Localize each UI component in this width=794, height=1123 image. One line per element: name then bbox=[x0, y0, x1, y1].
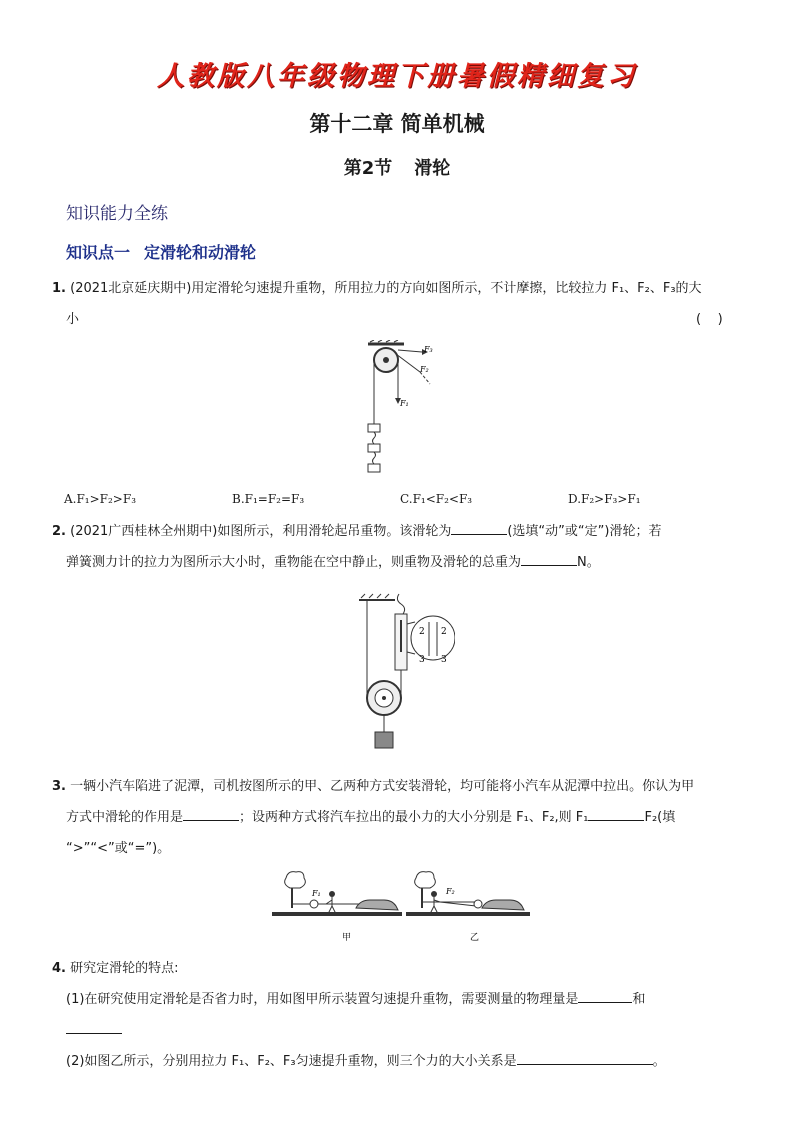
figure-fixed-pulley-forces bbox=[360, 340, 450, 480]
option-a[interactable]: A.F₁>F₂>F₃ bbox=[64, 492, 136, 506]
movable-pulley-axle bbox=[382, 696, 386, 700]
question-4-part-2-text: (2)如图乙所示，分别用拉力 F₁、F₂、F₃匀速提升重物，则三个力的大小关系是 bbox=[66, 1054, 517, 1069]
tree-icon bbox=[415, 872, 436, 888]
blank-force-compare[interactable] bbox=[588, 806, 644, 821]
label-f1: F₁ bbox=[400, 399, 409, 408]
question-3-line-2 bbox=[52, 802, 762, 833]
question-4-number: 4. bbox=[52, 961, 66, 976]
knowledge-point-label: 知识点一 bbox=[66, 243, 131, 262]
label-jia: 甲 bbox=[342, 933, 352, 943]
section-name: 滑轮 bbox=[414, 158, 451, 179]
zoom-line bbox=[407, 622, 415, 624]
question-2-text-b: (选填“动”或“定”)滑轮；若 bbox=[507, 524, 662, 539]
weight-block-2 bbox=[368, 444, 380, 452]
zoom-line bbox=[407, 652, 415, 654]
label-f2: F₂ bbox=[420, 365, 429, 374]
banner-title: 人教版八年级物理下册暑假精细复习 bbox=[157, 61, 637, 92]
question-1-line-2 bbox=[52, 304, 752, 335]
question-2-unit: N。 bbox=[577, 555, 600, 570]
blank-total-weight[interactable] bbox=[521, 551, 577, 566]
question-1-number: 1. bbox=[52, 281, 66, 296]
blank-quantity-2[interactable] bbox=[66, 1019, 122, 1034]
answer-paren: ( ) bbox=[696, 312, 723, 327]
hatch bbox=[378, 340, 382, 342]
blank-pulley-role[interactable] bbox=[183, 806, 239, 821]
rope-f2 bbox=[396, 354, 420, 372]
question-4-part-2 bbox=[52, 1046, 762, 1077]
question-3-text-3: “>”“<”或“=”)。 bbox=[66, 841, 171, 856]
magnified-scale-circle bbox=[411, 616, 455, 660]
weight-block-3 bbox=[368, 464, 380, 472]
question-3-text-2b: ；设两种方式将汽车拉出的最小力的大小分别是 F₁、F₂,则 F₁ bbox=[239, 810, 589, 825]
car-icon bbox=[356, 900, 398, 910]
hatch bbox=[394, 340, 398, 342]
label-f1: F₁ bbox=[312, 889, 321, 898]
person-head-icon bbox=[431, 891, 437, 897]
question-4-part-1 bbox=[52, 984, 762, 1015]
question-3-text-2a: 方式中滑轮的作用是 bbox=[66, 810, 184, 825]
scenario-yi bbox=[406, 872, 530, 943]
hatch bbox=[386, 340, 390, 342]
option-c[interactable]: C.F₁<F₂<F₃ bbox=[400, 492, 473, 506]
question-4-title: 研究定滑轮的特点: bbox=[70, 961, 179, 976]
blank-quantity-1[interactable] bbox=[578, 988, 632, 1003]
question-2-text: (2021广西桂林全州期中)如图所示，利用滑轮起吊重物。该滑轮为 bbox=[70, 524, 452, 539]
hatch bbox=[361, 594, 365, 598]
ground bbox=[406, 912, 530, 916]
hook-1 bbox=[373, 432, 376, 444]
rope-2 bbox=[440, 902, 476, 906]
tick-label: 2 bbox=[419, 627, 425, 637]
tick-label: 3 bbox=[419, 655, 425, 665]
pulley-icon bbox=[474, 900, 482, 908]
question-4-part-1-continued bbox=[52, 1015, 762, 1046]
question-3-line-1 bbox=[52, 771, 762, 802]
question-1-text-2: 小 bbox=[66, 312, 80, 327]
figure-movable-pulley-spring-scale bbox=[355, 590, 455, 750]
question-3-line-3 bbox=[52, 833, 762, 864]
question-2-line-2 bbox=[52, 547, 762, 578]
question-2-line-1 bbox=[52, 516, 762, 547]
option-d[interactable]: D.F₂>F₃>F₁ bbox=[568, 492, 641, 506]
question-4-part-1-and: 和 bbox=[632, 992, 646, 1007]
rope-f3 bbox=[398, 350, 422, 352]
scenario-jia bbox=[272, 872, 402, 943]
question-3 bbox=[52, 771, 762, 864]
knowledge-point-title: 定滑轮和动滑轮 bbox=[144, 243, 257, 262]
hatch bbox=[377, 594, 381, 598]
person-icon bbox=[430, 897, 440, 914]
heading-knowledge: 知识能力全练 bbox=[66, 204, 168, 224]
ground bbox=[272, 912, 402, 916]
tree-icon bbox=[285, 872, 306, 888]
tick-label: 3 bbox=[441, 655, 447, 665]
person-icon bbox=[326, 897, 336, 914]
section-title bbox=[0, 154, 794, 180]
question-1-text: (2021北京延庆期中)用定滑轮匀速提升重物，所用拉力的方向如图所示，不计摩擦，比较拉力 F₁、F₂、F₃的大 bbox=[70, 281, 702, 296]
pulley-icon bbox=[310, 900, 318, 908]
question-2-text-2: 弹簧测力计的拉力为图所示大小时，重物能在空中静止，则重物及滑轮的总重为 bbox=[66, 555, 522, 570]
question-4-part-2-end: 。 bbox=[652, 1054, 666, 1069]
chapter-title: 第十二章 简单机械 bbox=[309, 112, 485, 136]
figure-car-pulling bbox=[272, 868, 532, 944]
hatch bbox=[369, 594, 373, 598]
option-b[interactable]: B.F₁=F₂=F₃ bbox=[232, 492, 305, 506]
load-block bbox=[375, 732, 393, 748]
question-3-text-2c: F₂(填 bbox=[644, 810, 676, 825]
hand-hook bbox=[397, 594, 404, 614]
section-number: 第2节 bbox=[343, 158, 393, 179]
pulley-axle bbox=[383, 357, 389, 363]
label-f2: F₂ bbox=[446, 887, 455, 896]
person-head-icon bbox=[329, 891, 335, 897]
question-1-line-1 bbox=[52, 273, 752, 304]
weight-block-1 bbox=[368, 424, 380, 432]
question-2 bbox=[52, 516, 762, 578]
question-4 bbox=[52, 953, 762, 1077]
question-4-part-1-text: (1)在研究使用定滑轮是否省力时，用如图甲所示装置匀速提升重物，需要测量的物理量是 bbox=[66, 992, 579, 1007]
question-1 bbox=[52, 273, 752, 335]
heading-knowledge-point bbox=[66, 240, 256, 263]
hook-2 bbox=[373, 452, 376, 464]
question-4-line-1 bbox=[52, 953, 762, 984]
label-f3: F₃ bbox=[424, 345, 433, 354]
blank-pulley-type[interactable] bbox=[451, 520, 507, 535]
tick-label: 2 bbox=[441, 627, 447, 637]
car-icon bbox=[482, 900, 524, 910]
hatch bbox=[385, 594, 389, 598]
hatch bbox=[370, 340, 374, 342]
label-yi: 乙 bbox=[470, 933, 480, 943]
question-2-number: 2. bbox=[52, 524, 66, 539]
blank-force-relation[interactable] bbox=[517, 1050, 653, 1065]
question-3-text: 一辆小汽车陷进了泥潭，司机按图所示的甲、乙两种方式安装滑轮，均可能将小汽车从泥潭中拉出。你认为甲 bbox=[70, 779, 695, 794]
question-3-number: 3. bbox=[52, 779, 66, 794]
